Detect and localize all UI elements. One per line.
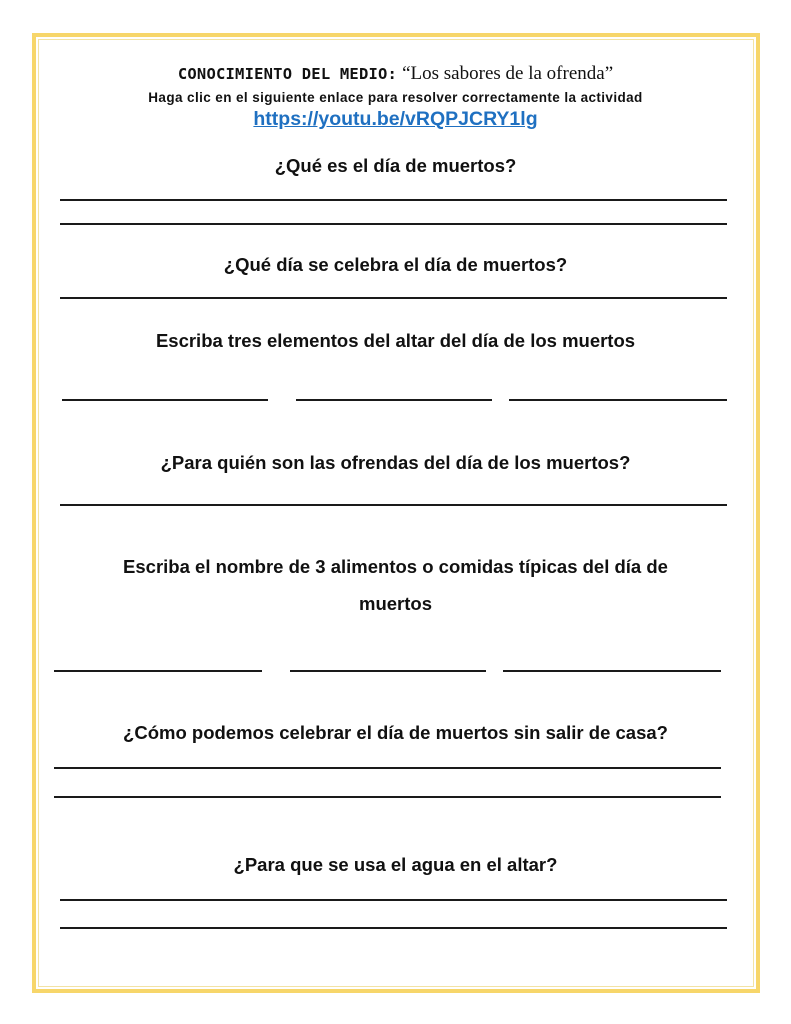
answer-line[interactable]: [54, 670, 262, 672]
answer-line[interactable]: [296, 399, 492, 401]
question-5: Escriba el nombre de 3 alimentos o comidas típicas del día de: [123, 556, 668, 577]
worksheet-title: “Los sabores de la ofrenda”: [402, 63, 614, 84]
answer-line[interactable]: [60, 297, 727, 299]
question-3: Escriba tres elementos del altar del día de los muertos: [155, 330, 636, 351]
answer-line[interactable]: [60, 223, 727, 225]
answer-line[interactable]: [509, 399, 727, 401]
answer-line[interactable]: [60, 504, 727, 506]
answer-line[interactable]: [60, 899, 727, 901]
question-6: ¿Cómo podemos celebrar el día de muertos sin salir de casa?: [123, 722, 668, 743]
page-border: [32, 33, 760, 993]
answer-line[interactable]: [60, 199, 727, 201]
answer-line[interactable]: [54, 767, 721, 769]
question-5-continued: muertos: [359, 593, 432, 614]
answer-line[interactable]: [60, 927, 727, 929]
video-link[interactable]: https://youtu.be/vRQPJCRY1lg: [253, 108, 538, 130]
subject-label: CONOCIMIENTO DEL MEDIO:: [177, 65, 398, 83]
answer-line[interactable]: [54, 796, 721, 798]
answer-line[interactable]: [62, 399, 268, 401]
question-4: ¿Para quién son las ofrendas del día de los muertos?: [160, 452, 631, 473]
answer-line[interactable]: [290, 670, 486, 672]
worksheet-header: [0, 63, 791, 85]
instruction-text: Haga clic en el siguiente enlace para resolver correctamente la actividad: [148, 90, 643, 105]
answer-line[interactable]: [503, 670, 721, 672]
question-2: ¿Qué día se celebra el día de muertos?: [223, 254, 568, 275]
question-1: ¿Qué es el día de muertos?: [274, 155, 517, 176]
question-7: ¿Para que se usa el agua en el altar?: [233, 854, 558, 875]
